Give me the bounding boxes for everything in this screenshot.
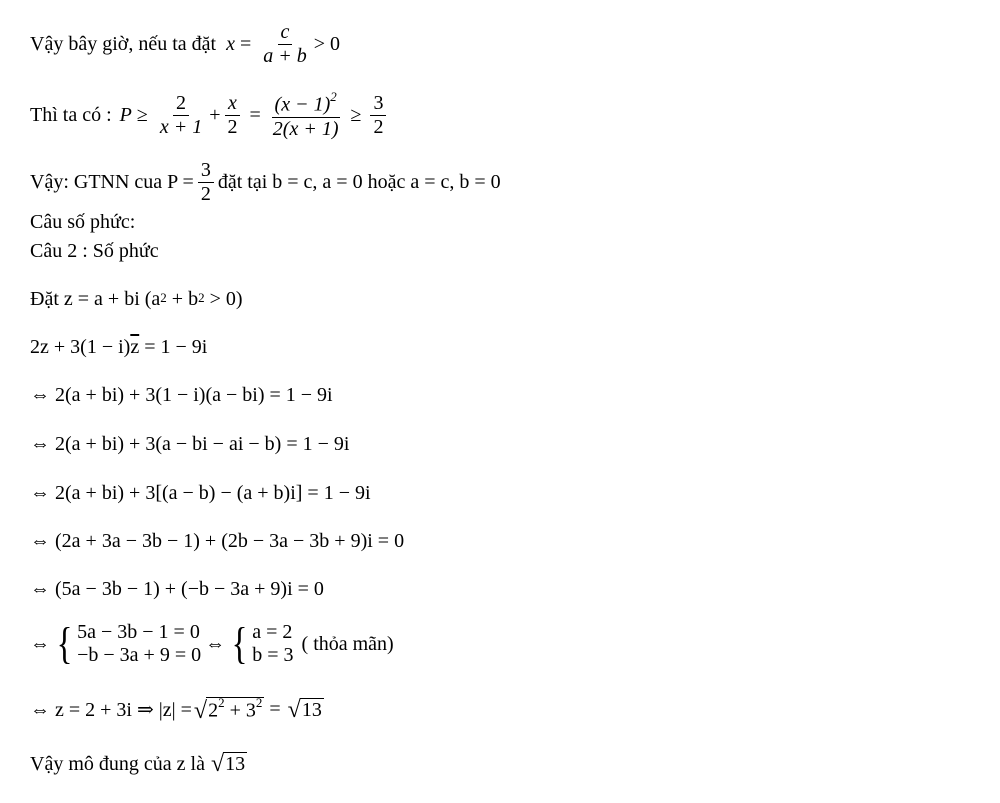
ge-sign: ≥ xyxy=(136,104,148,127)
sup: 2 xyxy=(198,289,205,305)
var-p: P xyxy=(119,104,132,127)
fraction-3-2 xyxy=(198,160,214,205)
note-satisfied: ( thỏa mãn) xyxy=(301,632,394,655)
sqrt-13: √ 13 xyxy=(287,696,322,723)
text-l6a: Đặt z = a + bi (a xyxy=(30,288,161,310)
system-1: { 5a − 3b − 1 = 0 −b − 3a + 9 = 0 xyxy=(56,619,202,668)
line-12 xyxy=(30,578,324,601)
ge-sign: ≥ xyxy=(350,104,362,127)
fraction-c-over-ab xyxy=(260,22,310,67)
frac-num: c xyxy=(278,22,293,45)
frac-den: 2 xyxy=(200,183,211,205)
line-9 xyxy=(30,433,349,456)
fraction-1 xyxy=(157,93,205,138)
frac-den: x + 1 xyxy=(159,116,203,139)
text-l3-pre: Vậy: GTNN cua P = xyxy=(30,171,194,193)
relation: > 0 xyxy=(313,33,341,55)
iff-sign: ⇔ xyxy=(30,632,50,655)
line-3 xyxy=(30,160,501,205)
frac-den: 2 xyxy=(373,116,384,139)
sqrt-13: √ 13 xyxy=(210,751,246,777)
line-6 xyxy=(30,288,243,311)
eq-sign: = xyxy=(269,698,281,721)
text-l2: Thì ta có : xyxy=(30,104,112,127)
heading-complex: Câu số phức: xyxy=(30,211,136,233)
text-l6c: > 0) xyxy=(204,288,243,310)
equation-step: ⇔ 2(a + bi) + 3(a − bi − ai − b) = 1 − 9i xyxy=(30,433,350,455)
text-l7a: 2z + 3(1 − i) xyxy=(30,336,131,358)
text-l7b: = 1 − 9i xyxy=(139,336,208,358)
text-l6b: + b xyxy=(166,288,199,310)
line-2 xyxy=(30,89,390,140)
fraction-3 xyxy=(270,89,342,140)
frac-num: 3 xyxy=(370,93,386,116)
eq-sign: = xyxy=(249,104,261,127)
frac-den: 2(x + 1) xyxy=(272,117,339,140)
system-eq: a = 2 xyxy=(252,621,293,643)
frac-den: 2 xyxy=(227,116,238,139)
system-eq: 5a − 3b − 1 = 0 xyxy=(77,621,200,643)
equation-step: ⇔ 2(a + bi) + 3[(a − b) − (a + b)i] = 1 − 9i xyxy=(30,482,371,504)
frac-den: a + b xyxy=(263,45,307,67)
sqrt-expression: √ $2^2 + 3^2$ xyxy=(193,695,263,724)
frac-num: 3 xyxy=(198,160,214,183)
line-11 xyxy=(30,530,404,553)
line-14 xyxy=(30,697,324,723)
line-15 xyxy=(30,752,247,776)
line-5 xyxy=(30,240,159,263)
system-eq: b = 3 xyxy=(252,644,294,666)
sup: 2 xyxy=(160,289,167,305)
var-x: x xyxy=(226,33,235,55)
iff-sign: ⇔ xyxy=(205,632,226,655)
line-13 xyxy=(30,621,394,667)
line-10 xyxy=(30,482,371,505)
frac-num: $(x - 1)^2$ xyxy=(272,92,340,118)
system-2: { a = 2 b = 3 xyxy=(231,619,294,668)
heading-question-2: Câu 2 : Số phức xyxy=(30,240,159,262)
line-1 xyxy=(30,22,340,67)
line-7 xyxy=(30,336,207,359)
eq-sign: = xyxy=(239,33,252,55)
text-l3-post: đặt tại b = c, a = 0 hoặc a = c, b = 0 xyxy=(217,171,501,193)
equation-step: ⇔ (5a − 3b − 1) + (−b − 3a + 9)i = 0 xyxy=(30,578,324,600)
equation-step: ⇔ 2(a + bi) + 3(1 − i)(a − bi) = 1 − 9i xyxy=(30,384,333,406)
line-8 xyxy=(30,384,333,407)
text-l1: Vậy bây giờ, nếu ta đặt xyxy=(30,33,217,55)
fraction-2 xyxy=(225,93,241,138)
system-eq: −b − 3a + 9 = 0 xyxy=(77,644,202,666)
fraction-4 xyxy=(370,93,386,138)
frac-num: x xyxy=(225,93,240,116)
plus-sign: + xyxy=(209,104,221,127)
text-l14a: ⇔ z = 2 + 3i ⇒ |z| = xyxy=(30,699,192,722)
line-4 xyxy=(30,211,135,234)
frac-num: 2 xyxy=(173,93,189,116)
equation-step: ⇔ (2a + 3a − 3b − 1) + (2b − 3a − 3b + 9)i = 0 xyxy=(30,530,405,552)
text-conclusion: Vậy mô đung của z là xyxy=(30,752,205,775)
z-conjugate: $\overline{z}$ xyxy=(130,336,140,358)
